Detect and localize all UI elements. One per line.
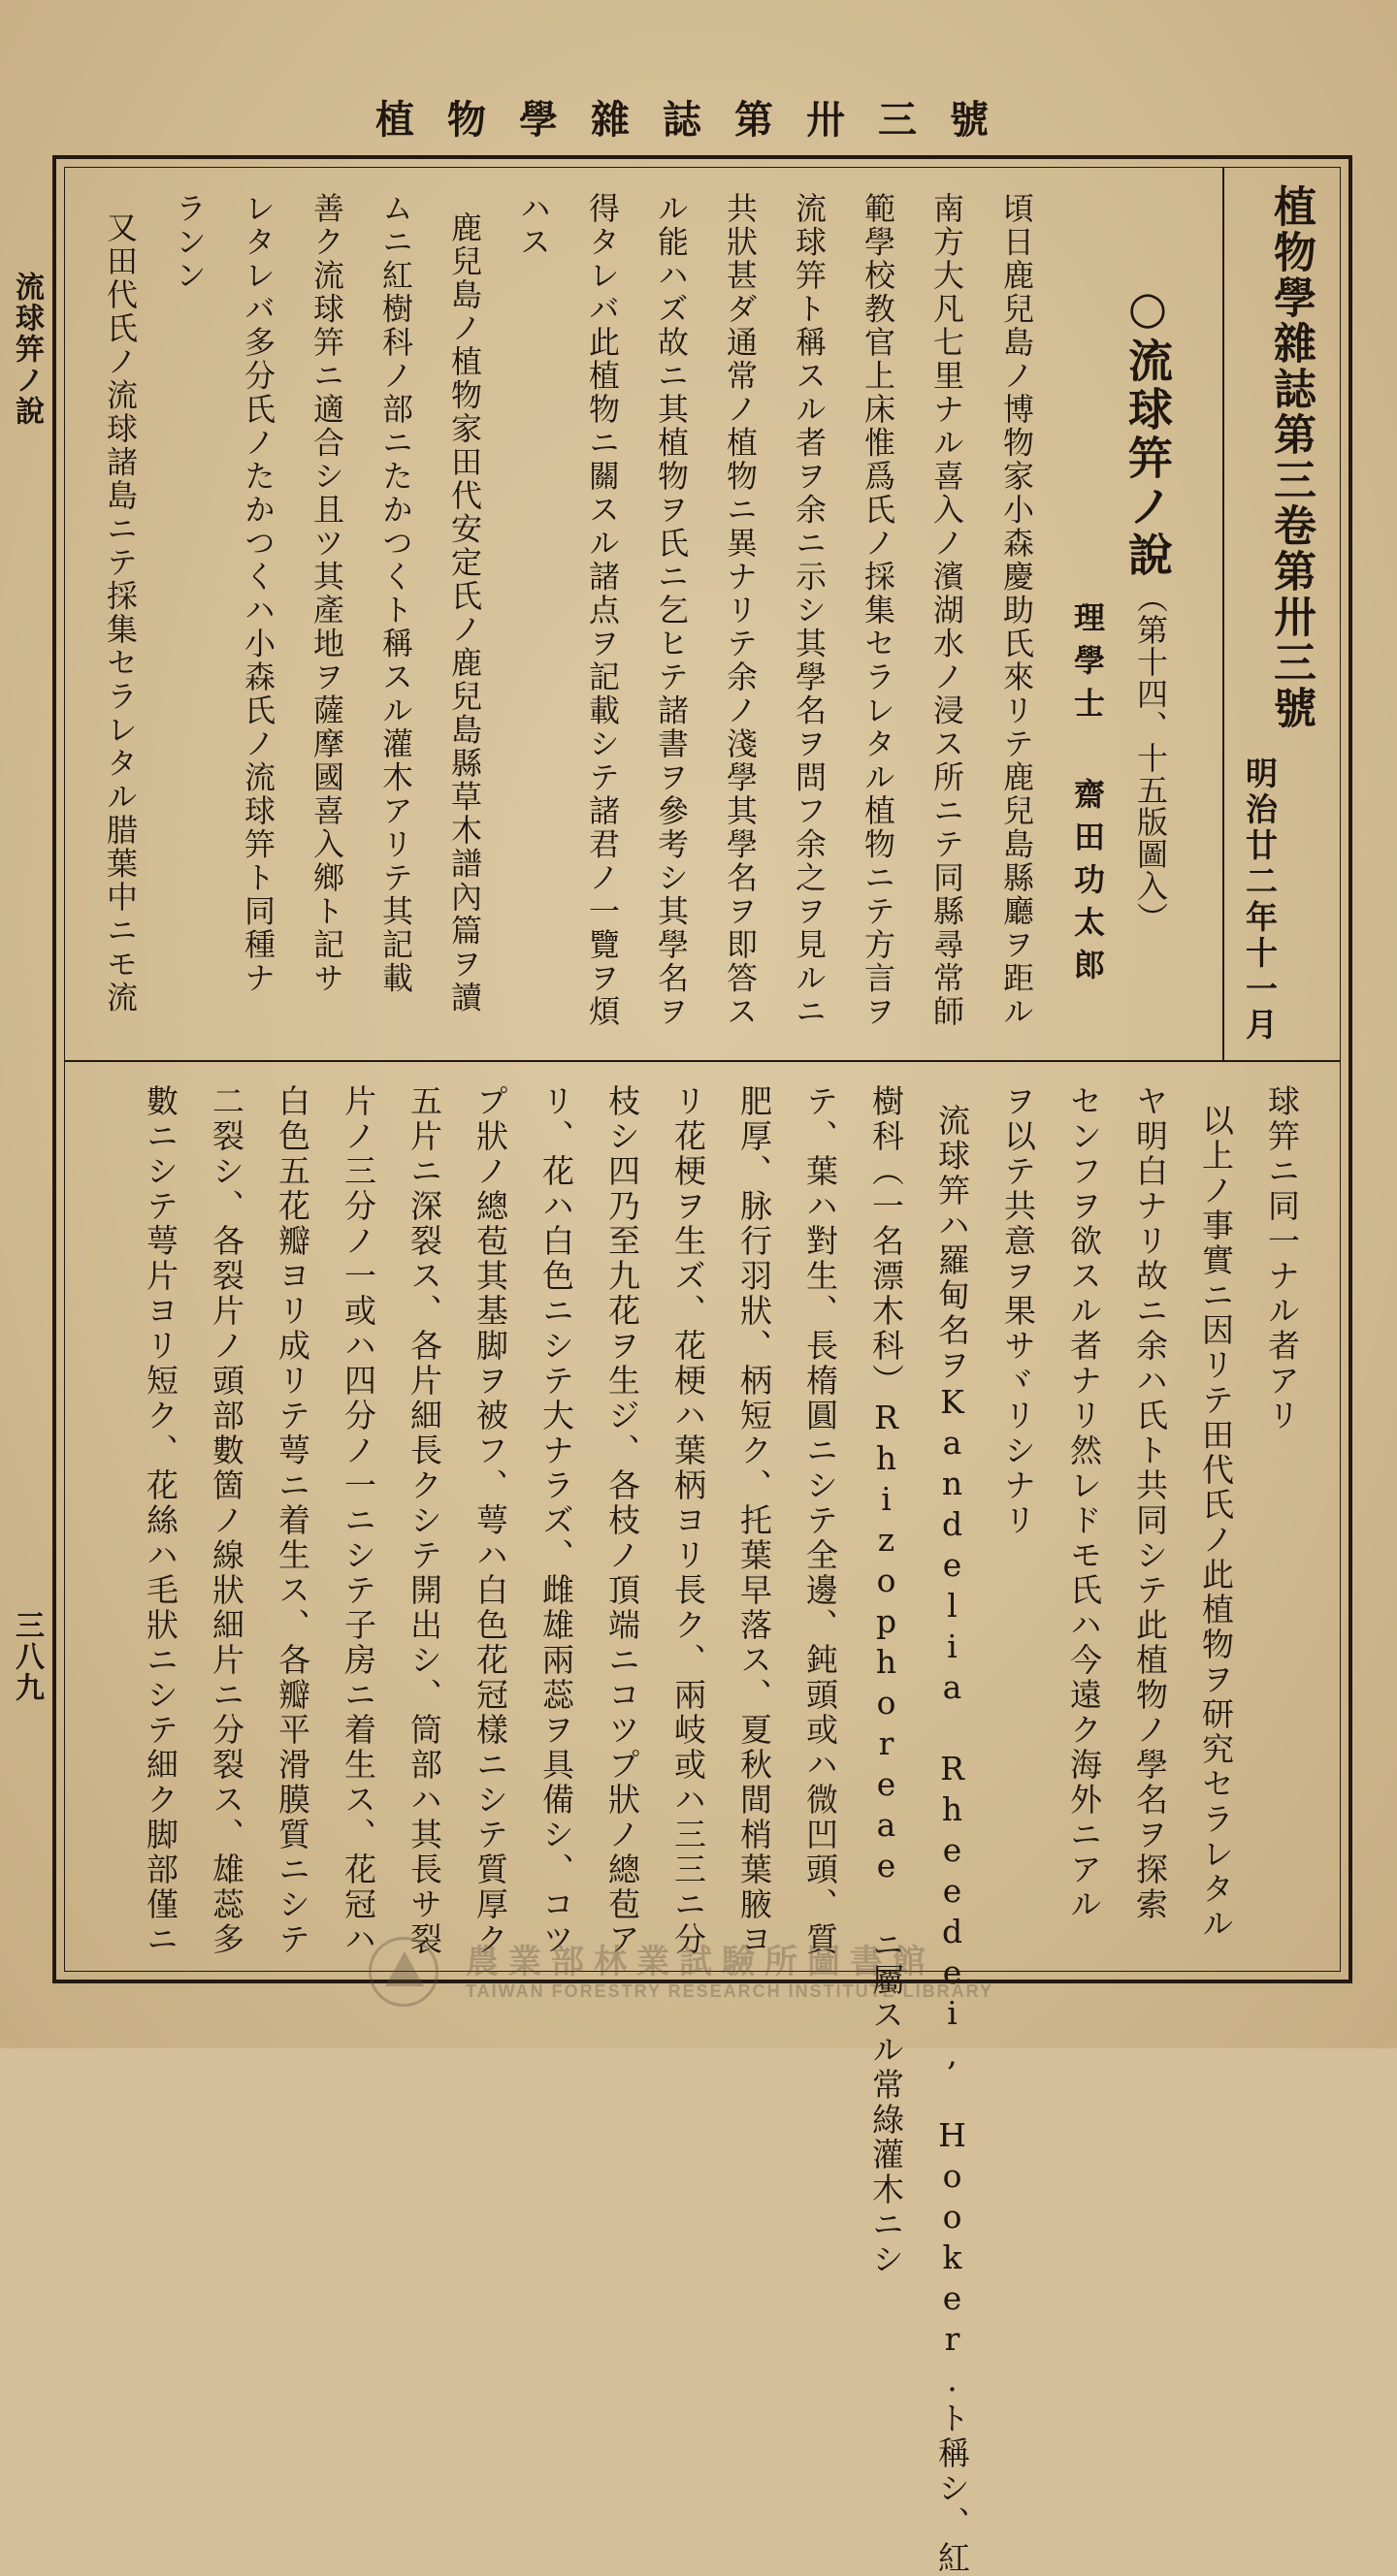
journal-title: 植物學雜誌第三卷第卅三號 — [1266, 184, 1316, 731]
plate-note: （第十四、十五版圖入） — [1132, 582, 1169, 934]
text-column: 二裂シ、各裂片ノ頭部數箇ノ線狀細片ニ分裂ス、雄蕊多 — [208, 1084, 245, 1957]
text-column: センフヲ欲スル者ナリ然レドモ氏ハ今遠ク海外ニアル — [1065, 1084, 1103, 1922]
text-column: 頃日鹿兒島ノ博物家小森慶助氏來リテ鹿兒島縣廳ヲ距ル — [998, 192, 1035, 1029]
text-column: 數ニシテ萼片ヨリ短ク、花絲ハ毛狀ニシテ細ク脚部僅ニ — [142, 1084, 179, 1957]
text-column: 白色五花瓣ヨリ成リテ萼ニ着生ス、各瓣平滑膜質ニシテ — [274, 1084, 311, 1957]
journal-date: 明治廿二年十一月 — [1241, 757, 1279, 1044]
side-label: 流球笄ノ說 — [10, 272, 44, 427]
section-divider — [64, 1060, 1341, 1062]
text-column: ムニ紅樹科ノ部ニたかつくト稱スル灌木アリテ其記載 — [377, 192, 414, 995]
text-column: ル能ハズ故ニ其植物ヲ氏ニ乞ヒテ諸書ヲ參考シ其學名ヲ — [653, 192, 690, 1029]
text-column: 樹科（一名漂木科）Rhizophoreae ニ屬スル常綠灌木ニシ — [867, 1084, 905, 2277]
text-column: ヤ明白ナリ故ニ余ハ氏ト共同シテ此植物ノ學名ヲ探索 — [1131, 1084, 1169, 1922]
article-title: ○流球笄ノ說 — [1121, 281, 1174, 580]
text-column: レタレバ多分氏ノたかつくハ小森氏ノ流球笄ト同種ナ — [240, 192, 276, 995]
page-number: 三八九 — [10, 1610, 44, 1703]
library-seal-icon — [369, 1937, 439, 2007]
text-column: ヲ以テ共意ヲ果サヾリシナリ — [999, 1084, 1037, 1538]
text-column: 以上ノ事實ニ因リテ田代氏ノ此植物ヲ研究セラレタル — [1197, 1104, 1235, 1942]
text-column: 流球笄ハ羅甸名ヲKandelia Rheedei, Hooker.ト稱シ、紅 — [933, 1104, 971, 2576]
text-column: 肥厚、脉行羽狀、柄短ク、托葉早落ス、夏秋間梢葉腋ヨ — [735, 1084, 773, 1957]
watermark-name-en: TAIWAN FORESTRY RESEARCH INSTITUTE LIBRARY — [466, 1981, 994, 2001]
text-column: 得タレバ此植物ニ關スル諸点ヲ記載シテ諸君ノ一覽ヲ煩 — [584, 192, 621, 1029]
text-column: 枝シ四乃至九花ヲ生ジ、各枝ノ頂端ニコツプ狀ノ總苞ア — [603, 1084, 641, 1957]
text-column: 球笄ニ同一ナル者アリ — [1263, 1084, 1301, 1433]
text-column: テ、葉ハ對生、長楕圓ニシテ全邊、鈍頭或ハ微凹頭、質 — [801, 1084, 839, 1957]
text-column: リ花梗ヲ生ズ、花梗ハ葉柄ヨリ長ク、兩岐或ハ三三ニ分 — [669, 1084, 707, 1957]
text-column: 範學校教官上床惟爲氏ノ採集セラレタル植物ニテ方言ヲ — [860, 192, 896, 1029]
author: 理學士 齋田功太郎 — [1069, 601, 1106, 991]
text-column: ランン — [171, 192, 208, 293]
text-column: 善ク流球笄ニ適合シ且ツ其產地ヲ薩摩國喜入鄉ト記サ — [309, 192, 345, 995]
text-column: 流球笄ト稱スル者ヲ余ニ示シ其學名ヲ問フ余之ヲ見ルニ — [791, 192, 828, 1029]
library-watermark — [369, 1935, 1106, 2012]
text-column: ハス — [515, 192, 552, 259]
watermark-name-cn: 農業部林業試驗所圖書館 — [466, 1943, 935, 1981]
text-column: 共狀甚ダ通常ノ植物ニ異ナリテ余ノ淺學其學名ヲ即答ス — [722, 192, 759, 1029]
text-column: 南方大凡七里ナル喜入ノ濱湖水ノ浸ス所ニテ同縣尋常師 — [928, 192, 965, 1029]
text-column: 鹿兒島ノ植物家田代安定氏ノ鹿兒島縣草木譜內篇ヲ讀 — [446, 211, 483, 1014]
running-head: 植物學雜誌第卅三號 — [375, 97, 1022, 143]
text-column: 五片ニ深裂ス、各片細長クシテ開出シ、筒部ハ其長サ裂 — [406, 1084, 443, 1957]
text-column: リ、花ハ白色ニシテ大ナラズ、雌雄兩蕊ヲ具備シ、コツ — [537, 1084, 575, 1957]
text-column: 片ノ三分ノ一或ハ四分ノ一ニシテ子房ニ着生ス、花冠ハ — [340, 1084, 377, 1957]
text-column: プ狀ノ總苞其基脚ヲ被フ、萼ハ白色花冠樣ニシテ質厚ク — [471, 1084, 509, 1957]
text-column: 又田代氏ノ流球諸島ニテ採集セラレタル腊葉中ニモ流 — [102, 211, 139, 1014]
